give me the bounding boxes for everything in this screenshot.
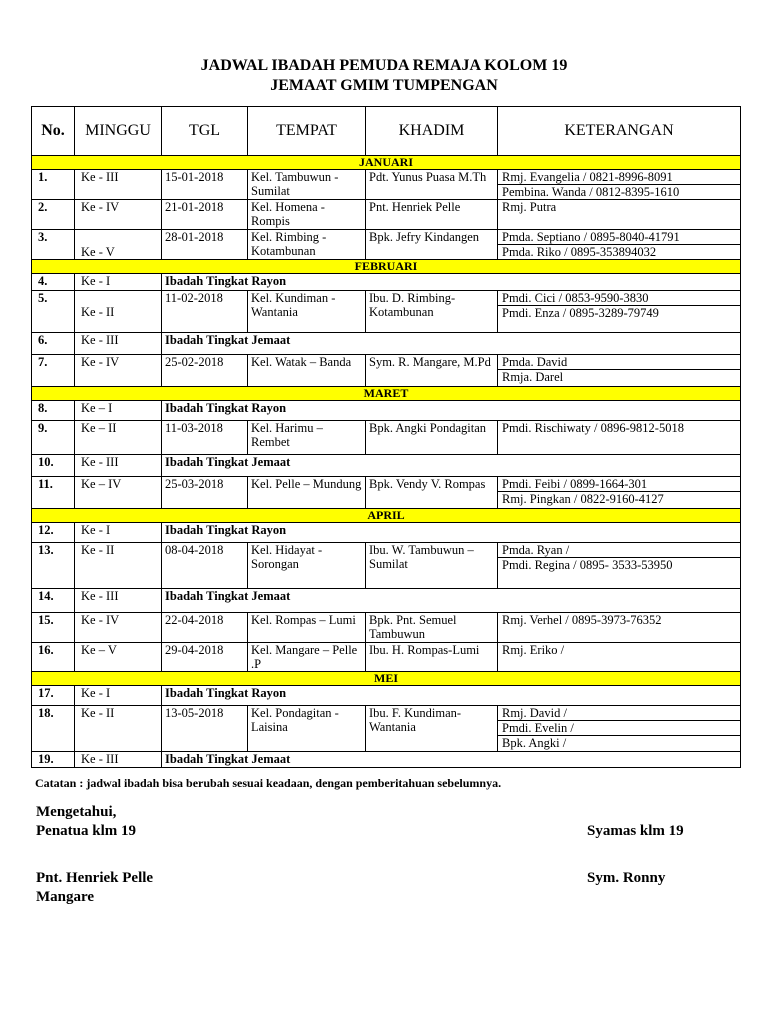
- keterangan-line: Rmj. Pingkan / 0822-9160-4127: [498, 491, 740, 506]
- row-info: Ibadah Tingkat Jemaat: [162, 455, 741, 477]
- row-no: 12.: [32, 523, 75, 543]
- document-subtitle: JEMAAT GMIM TUMPENGAN: [270, 77, 498, 94]
- row-minggu: Ke - I: [75, 686, 162, 706]
- row-no: 2.: [32, 200, 75, 230]
- row-tgl: 22-04-2018: [162, 613, 248, 643]
- row-keterangan: [498, 643, 741, 672]
- row-tempat: Kel. Pelle – Mundung: [248, 477, 366, 509]
- row-tempat: Kel. Mangare – Pelle .P: [248, 643, 366, 672]
- keterangan-line: Pembina. Wanda / 0812-8395-1610: [498, 184, 740, 199]
- row-no: 7.: [32, 355, 75, 387]
- row-keterangan: [498, 477, 741, 509]
- header-tgl: TGL: [162, 107, 248, 156]
- table-row: [32, 274, 741, 291]
- row-no: 16.: [32, 643, 75, 672]
- keterangan-line: Pmda. Ryan /: [502, 543, 570, 557]
- table-row: [32, 200, 741, 230]
- row-info: Ibadah Tingkat Jemaat: [162, 333, 741, 355]
- row-tempat: Kel. Homena - Rompis: [248, 200, 366, 230]
- month-januari: JANUARI: [32, 156, 741, 170]
- row-keterangan: [498, 355, 741, 387]
- row-minggu: Ke - III: [75, 333, 162, 355]
- month-februari: FEBRUARI: [32, 260, 741, 274]
- right-signatory-name: Sym. Ronny: [587, 870, 666, 886]
- keterangan-line: Pmdi. Cici / 0853-9590-3830: [502, 291, 649, 305]
- table-row: [32, 291, 741, 333]
- row-keterangan: [498, 200, 741, 230]
- table-row: [32, 477, 741, 509]
- row-no: 17.: [32, 686, 75, 706]
- row-khadim: Pdt. Yunus Puasa M.Th: [366, 170, 498, 200]
- row-tempat: Kel. Hidayat - Sorongan: [248, 543, 366, 589]
- schedule-table: [31, 106, 741, 768]
- row-info: Ibadah Tingkat Jemaat: [162, 589, 741, 613]
- keterangan-line: Pmdi. Regina / 0895- 3533-53950: [498, 557, 740, 572]
- row-minggu: Ke - I: [75, 274, 162, 291]
- row-tgl: 25-03-2018: [162, 477, 248, 509]
- table-row: [32, 686, 741, 706]
- row-tgl: 11-03-2018: [162, 421, 248, 455]
- schedule-note: Catatan : jadwal ibadah bisa berubah sesuai keadaan, dengan pemberitahuan sebelumnya.: [35, 776, 502, 790]
- table-row: [32, 401, 741, 421]
- row-no: 15.: [32, 613, 75, 643]
- table-row: [32, 706, 741, 752]
- row-keterangan: [498, 170, 741, 200]
- row-minggu: Ke - III: [75, 752, 162, 768]
- keterangan-line: Rmj. Putra: [502, 200, 557, 214]
- row-tempat: Kel. Harimu – Rembet: [248, 421, 366, 455]
- row-minggu: Ke - II: [75, 291, 162, 333]
- row-tempat: Kel. Tambuwun - Sumilat: [248, 170, 366, 200]
- row-info: Ibadah Tingkat Rayon: [162, 274, 741, 291]
- row-khadim: Bpk. Pnt. Semuel Tambuwun: [366, 613, 498, 643]
- table-row: [32, 455, 741, 477]
- row-no: 10.: [32, 455, 75, 477]
- header-khadim: KHADIM: [366, 107, 498, 156]
- row-tgl: 28-01-2018: [162, 230, 248, 260]
- right-role: Syamas klm 19: [587, 823, 684, 839]
- row-khadim: Pnt. Henriek Pelle: [366, 200, 498, 230]
- row-tgl: 08-04-2018: [162, 543, 248, 589]
- table-row: [32, 613, 741, 643]
- row-minggu: Ke - V: [75, 230, 162, 260]
- keterangan-line: Pmda. David: [502, 355, 568, 369]
- row-khadim: Ibu. F. Kundiman-Wantania: [366, 706, 498, 752]
- row-tgl: 11-02-2018: [162, 291, 248, 333]
- row-no: 19.: [32, 752, 75, 768]
- keterangan-line: Pmda. Riko / 0895-353894032: [498, 244, 740, 259]
- row-keterangan: [498, 613, 741, 643]
- keterangan-line: Pmdi. Enza / 0895-3289-79749: [498, 305, 740, 320]
- table-row: [32, 230, 741, 260]
- row-keterangan: [498, 230, 741, 260]
- row-info: Ibadah Tingkat Rayon: [162, 523, 741, 543]
- header-no: No.: [32, 107, 75, 156]
- row-minggu: Ke – IV: [75, 477, 162, 509]
- row-info: Ibadah Tingkat Jemaat: [162, 752, 741, 768]
- row-keterangan: [498, 706, 741, 752]
- row-minggu: Ke – I: [75, 401, 162, 421]
- row-minggu: Ke - IV: [75, 200, 162, 230]
- row-tgl: 13-05-2018: [162, 706, 248, 752]
- row-minggu: Ke – V: [75, 643, 162, 672]
- row-no: 13.: [32, 543, 75, 589]
- row-tempat: Kel. Rimbing - Kotambunan: [248, 230, 366, 260]
- left-signatory-name-cont: Mangare: [36, 889, 95, 905]
- keterangan-line: Pmdi. Feibi / 0899-1664-301: [502, 477, 648, 491]
- row-minggu: Ke - IV: [75, 355, 162, 387]
- keterangan-line: Pmdi. Evelin /: [498, 720, 740, 735]
- left-role: Penatua klm 19: [36, 823, 137, 839]
- row-no: 9.: [32, 421, 75, 455]
- month-maret: MARET: [32, 387, 741, 401]
- table-row: [32, 523, 741, 543]
- row-no: 6.: [32, 333, 75, 355]
- row-khadim: Ibu. W. Tambuwun – Sumilat: [366, 543, 498, 589]
- keterangan-line: Rmj. Evangelia / 0821-8996-8091: [502, 170, 673, 184]
- row-no: 3.: [32, 230, 75, 260]
- table-row: [32, 355, 741, 387]
- left-signatory-name: Pnt. Henriek Pelle: [36, 870, 154, 886]
- keterangan-line: Rmja. Darel: [498, 369, 740, 384]
- table-row: [32, 643, 741, 672]
- row-minggu: Ke - III: [75, 170, 162, 200]
- row-keterangan: [498, 421, 741, 455]
- row-minggu: Ke - II: [75, 706, 162, 752]
- keterangan-line: Pmdi. Rischiwaty / 0896-9812-5018: [502, 421, 684, 435]
- header-row: [32, 107, 741, 156]
- row-khadim: Bpk. Vendy V. Rompas: [366, 477, 498, 509]
- table-row: [32, 421, 741, 455]
- keterangan-line: Pmda. Septiano / 0895-8040-41791: [502, 230, 680, 244]
- keterangan-line: Rmj. Verhel / 0895-3973-76352: [502, 613, 662, 627]
- mengetahui-label: Mengetahui,: [36, 804, 117, 820]
- row-tgl: 29-04-2018: [162, 643, 248, 672]
- row-minggu: Ke - III: [75, 455, 162, 477]
- table-row: [32, 752, 741, 768]
- header-minggu: MINGGU: [75, 107, 162, 156]
- row-keterangan: [498, 543, 741, 589]
- row-no: 14.: [32, 589, 75, 613]
- row-info: Ibadah Tingkat Rayon: [162, 686, 741, 706]
- row-keterangan: [498, 291, 741, 333]
- row-tgl: 25-02-2018: [162, 355, 248, 387]
- row-minggu: Ke - II: [75, 543, 162, 589]
- document-title: JADWAL IBADAH PEMUDA REMAJA KOLOM 19: [200, 57, 568, 74]
- row-minggu: Ke – II: [75, 421, 162, 455]
- row-info: Ibadah Tingkat Rayon: [162, 401, 741, 421]
- row-tempat: Kel. Watak – Banda: [248, 355, 366, 387]
- table-row: [32, 589, 741, 613]
- row-no: 18.: [32, 706, 75, 752]
- row-tempat: Kel. Kundiman - Wantania: [248, 291, 366, 333]
- table-row: [32, 333, 741, 355]
- month-mei: MEI: [32, 672, 741, 686]
- keterangan-line: Rmj. Eriko /: [502, 643, 565, 657]
- row-no: 4.: [32, 274, 75, 291]
- row-minggu: Ke - IV: [75, 613, 162, 643]
- row-no: 11.: [32, 477, 75, 509]
- row-tgl: 15-01-2018: [162, 170, 248, 200]
- header-tempat: TEMPAT: [248, 107, 366, 156]
- row-no: 1.: [32, 170, 75, 200]
- row-tempat: Kel. Pondagitan - Laisina: [248, 706, 366, 752]
- row-khadim: Ibu. D. Rimbing-Kotambunan: [366, 291, 498, 333]
- row-khadim: Bpk. Angki Pondagitan: [366, 421, 498, 455]
- row-tgl: 21-01-2018: [162, 200, 248, 230]
- row-khadim: Sym. R. Mangare, M.Pd: [366, 355, 498, 387]
- row-khadim: Ibu. H. Rompas-Lumi: [366, 643, 498, 672]
- row-no: 8.: [32, 401, 75, 421]
- row-minggu: Ke - III: [75, 589, 162, 613]
- row-khadim: Bpk. Jefry Kindangen: [366, 230, 498, 260]
- table-row: [32, 543, 741, 589]
- keterangan-line: Bpk. Angki /: [498, 735, 740, 750]
- header-keterangan: KETERANGAN: [498, 107, 741, 156]
- row-no: 5.: [32, 291, 75, 333]
- row-minggu: Ke - I: [75, 523, 162, 543]
- keterangan-line: Rmj. David /: [502, 706, 567, 720]
- month-april: APRIL: [32, 509, 741, 523]
- table-row: [32, 170, 741, 200]
- row-tempat: Kel. Rompas – Lumi: [248, 613, 366, 643]
